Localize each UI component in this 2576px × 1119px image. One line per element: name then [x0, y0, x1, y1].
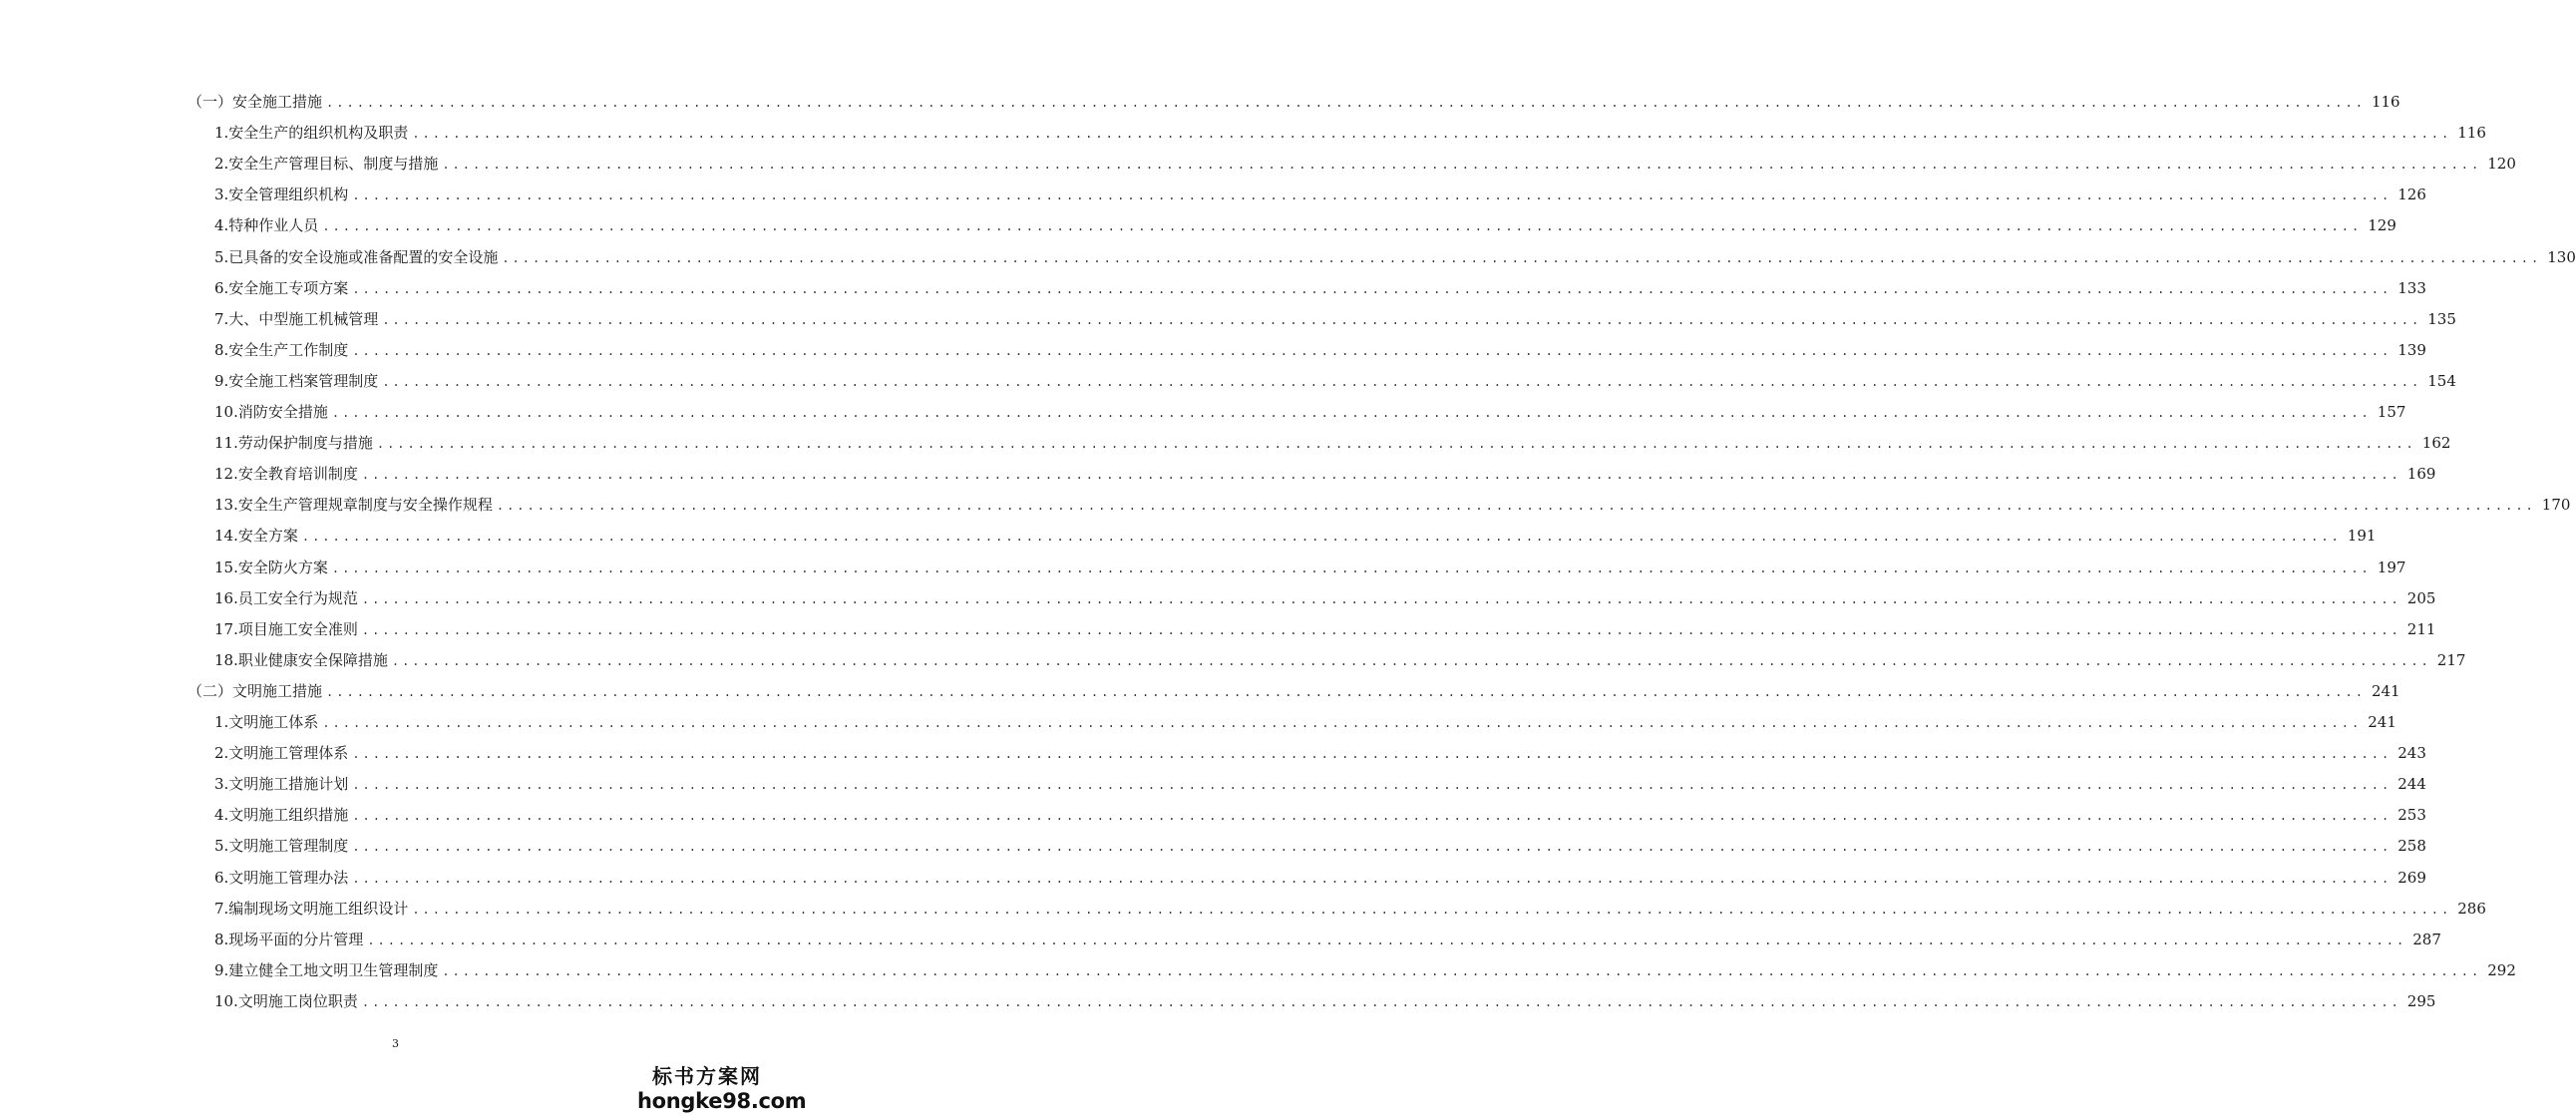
toc-leader-dots: ........................................................................................................................................................................................................ [331, 406, 2372, 420]
toc-entry-page: 286 [2457, 899, 2486, 918]
toc-entry-page: 162 [2421, 434, 2451, 453]
toc-entry [214, 772, 2426, 796]
toc-entry-page: 169 [2406, 465, 2436, 484]
toc-entry [214, 121, 2486, 145]
toc-entry-page: 116 [2457, 124, 2486, 143]
toc-leader-dots: ........................................................................................................................................................................................................ [496, 499, 2536, 514]
toc-entry-title: 2.文明施工管理体系 [214, 744, 349, 763]
toc-entry-title: （一）安全施工措施 [187, 93, 323, 111]
toc-entry [214, 183, 2426, 206]
toc-leader-dots: ........................................................................................................................................................................................................ [352, 747, 2392, 762]
toc-entry [214, 617, 2436, 641]
toc-entry-page: 205 [2406, 588, 2436, 607]
toc-entry-page: 295 [2406, 991, 2436, 1010]
toc-entry [214, 213, 2396, 237]
toc-entry [214, 928, 2441, 951]
toc-entry-title: 9.建立健全工地文明卫生管理制度 [214, 960, 439, 979]
toc-leader-dots: ........................................................................................................................................................................................................ [361, 994, 2401, 1009]
toc-entry [214, 989, 2436, 1013]
toc-entry [214, 152, 2516, 176]
toc-entry-title: 3.安全管理组织机构 [214, 186, 349, 204]
toc-leader-dots: ........................................................................................................................................................................................................ [352, 778, 2392, 793]
toc-entry-title: 6.文明施工管理办法 [214, 868, 349, 887]
toc-entry-page: 197 [2377, 558, 2406, 576]
toc-entry-page: 135 [2427, 309, 2456, 328]
toc-leader-dots: ........................................................................................................................................................................................................ [326, 96, 2366, 110]
toc-entry-title: 7.大、中型施工机械管理 [214, 309, 379, 328]
toc-leader-dots: ........................................................................................................................................................................................................ [352, 871, 2392, 886]
toc-entry [214, 556, 2406, 579]
toc-entry-title: （二）文明施工措施 [187, 681, 323, 700]
toc-leader-dots: ........................................................................................................................................................................................................ [326, 684, 2366, 699]
toc-leader-dots: ........................................................................................................................................................................................................ [352, 840, 2392, 855]
toc-leader-dots: ........................................................................................................................................................................................................ [502, 250, 2542, 265]
toc-entry-title: 18.职业健康安全保障措施 [214, 650, 388, 669]
toc-entry [214, 307, 2456, 331]
toc-entry-page: 139 [2397, 340, 2426, 359]
toc-leader-dots: ........................................................................................................................................................................................................ [382, 374, 2422, 389]
toc-entry [214, 431, 2451, 455]
toc-entry [214, 958, 2516, 982]
toc-entry-title: 8.现场平面的分片管理 [214, 930, 364, 948]
toc-entry [214, 524, 2377, 548]
toc-entry-page: 253 [2397, 806, 2426, 825]
toc-entry-title: 7.编制现场文明施工组织设计 [214, 899, 409, 918]
toc-entry-title: 8.安全生产工作制度 [214, 340, 349, 359]
toc-leader-dots: ........................................................................................................................................................................................................ [331, 560, 2372, 575]
toc-entry-title: 1.文明施工体系 [214, 713, 319, 731]
toc-leader-dots: ........................................................................................................................................................................................................ [361, 622, 2401, 637]
toc-entry-page: 241 [2371, 681, 2400, 700]
toc-entry-title: 12.安全教育培训制度 [214, 465, 358, 484]
toc-section-entry [187, 90, 2400, 114]
toc-entry [214, 586, 2436, 610]
toc-entry [214, 648, 2466, 672]
toc-entry-title: 6.安全施工专项方案 [214, 278, 349, 297]
toc-entry-page: 126 [2397, 186, 2426, 204]
toc-entry [214, 803, 2426, 827]
toc-entry [214, 245, 2576, 269]
toc-entry [214, 866, 2426, 890]
toc-entry-page: 170 [2541, 496, 2571, 515]
toc-entry-title: 5.已具备的安全设施或准备配置的安全设施 [214, 247, 499, 266]
toc-entry-title: 4.文明施工组织措施 [214, 806, 349, 825]
toc-entry [214, 276, 2426, 300]
toc-entry-page: 129 [2368, 216, 2396, 235]
toc-entry [214, 897, 2486, 921]
toc-leader-dots: ........................................................................................................................................................................................................ [352, 281, 2392, 296]
toc-entry-page: 244 [2397, 775, 2426, 794]
toc-entry [214, 369, 2456, 393]
toc-entry-page: 287 [2412, 930, 2441, 948]
watermark-url: hongke98.com [637, 1089, 807, 1113]
toc-entry-title: 5.文明施工管理制度 [214, 837, 349, 856]
toc-entry-title: 10.文明施工岗位职责 [214, 991, 358, 1010]
toc-entry-title: 14.安全方案 [214, 527, 298, 546]
toc-leader-dots: ........................................................................................................................................................................................................ [322, 219, 2363, 234]
toc-entry-title: 1.安全生产的组织机构及职责 [214, 124, 409, 143]
toc-leader-dots: ........................................................................................................................................................................................................ [442, 158, 2482, 173]
toc-entry [214, 338, 2426, 362]
toc-entry-title: 4.特种作业人员 [214, 216, 319, 235]
toc-leader-dots: ........................................................................................................................................................................................................ [352, 188, 2392, 203]
watermark-cn: 标书方案网 [652, 1064, 762, 1088]
toc-leader-dots: ........................................................................................................................................................................................................ [412, 902, 2452, 917]
toc-entry-title: 16.员工安全行为规范 [214, 588, 358, 607]
toc-leader-dots: ........................................................................................................................................................................................................ [412, 127, 2452, 142]
toc-entry-title: 11.劳动保护制度与措施 [214, 434, 373, 453]
toc-leader-dots: ........................................................................................................................................................................................................ [361, 468, 2401, 483]
toc-entry [214, 493, 2571, 517]
toc-leader-dots: ........................................................................................................................................................................................................ [382, 312, 2422, 327]
toc-entry-page: 191 [2347, 527, 2377, 546]
toc-entry [214, 710, 2396, 734]
toc-entry-page: 241 [2368, 713, 2396, 731]
toc-entry-page: 211 [2406, 619, 2436, 638]
toc-entry-page: 292 [2487, 960, 2516, 979]
toc-entry-title: 10.消防安全措施 [214, 403, 328, 421]
toc-entry-page: 133 [2397, 278, 2426, 297]
toc-leader-dots: ........................................................................................................................................................................................................ [301, 530, 2342, 545]
toc-entry [214, 400, 2406, 424]
toc-leader-dots: ........................................................................................................................................................................................................ [367, 932, 2407, 947]
toc-entry-title: 13.安全生产管理规章制度与安全操作规程 [214, 496, 493, 515]
toc-leader-dots: ........................................................................................................................................................................................................ [391, 653, 2431, 668]
toc-entry-page: 217 [2436, 650, 2466, 669]
toc-entry-page: 130 [2547, 247, 2576, 266]
toc-entry-title: 15.安全防火方案 [214, 558, 328, 576]
toc-entry-page: 154 [2427, 371, 2456, 390]
watermark-logo [637, 1063, 807, 1113]
toc-entry-title: 9.安全施工档案管理制度 [214, 371, 379, 390]
toc-entry-page: 243 [2397, 744, 2426, 763]
toc-leader-dots: ........................................................................................................................................................................................................ [442, 963, 2482, 978]
toc-entry [214, 834, 2426, 858]
toc-entry-page: 258 [2397, 837, 2426, 856]
toc-leader-dots: ........................................................................................................................................................................................................ [352, 343, 2392, 358]
toc-entry-page: 120 [2487, 155, 2516, 174]
toc-leader-dots: ........................................................................................................................................................................................................ [361, 591, 2401, 606]
toc-entry [214, 741, 2426, 765]
toc-entry-page: 116 [2371, 93, 2400, 111]
toc-entry-title: 2.安全生产管理目标、制度与措施 [214, 155, 439, 174]
toc-section-entry [187, 679, 2400, 703]
page-number: 3 [392, 1037, 399, 1050]
toc-entry [214, 462, 2436, 486]
toc-entry-title: 3.文明施工措施计划 [214, 775, 349, 794]
toc-entry-title: 17.项目施工安全准则 [214, 619, 358, 638]
toc-entry-page: 269 [2397, 868, 2426, 887]
toc-leader-dots: ........................................................................................................................................................................................................ [352, 809, 2392, 824]
toc-leader-dots: ........................................................................................................................................................................................................ [322, 716, 2363, 730]
toc-leader-dots: ........................................................................................................................................................................................................ [376, 437, 2416, 452]
toc-entry-page: 157 [2377, 403, 2406, 421]
